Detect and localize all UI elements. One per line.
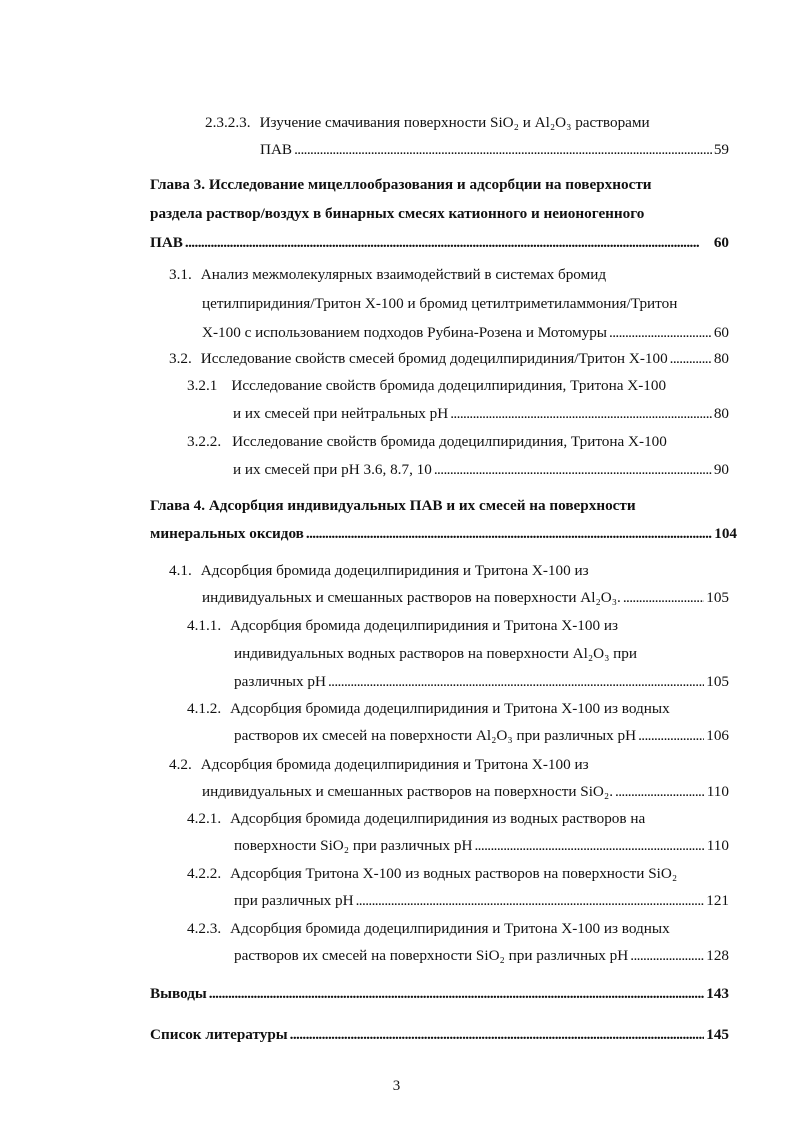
toc-page: 128: [706, 947, 729, 964]
toc-text: Анализ межмолекулярных взаимодействий в системах бромид: [200, 266, 607, 283]
toc-entry-chapter-4[interactable]: [150, 494, 737, 550]
toc-text: Адсорбция бромида додецилпиридиния и Тритона Х-100 из: [200, 756, 589, 773]
toc-text: минеральных оксидов: [150, 525, 304, 542]
toc-entry-3-2-1[interactable]: [187, 374, 729, 428]
toc-text: Адсорбция бромида додецилпиридиния и Тритона Х-100 из водных: [230, 920, 670, 937]
toc-label: 4.1.2.: [187, 700, 222, 717]
toc-text: ПАВ: [260, 141, 293, 158]
toc-label: 3.2.2.: [187, 433, 222, 450]
toc-page: 80: [713, 405, 729, 422]
toc-leader: [356, 889, 705, 913]
toc-entry-4-2-1[interactable]: [187, 807, 729, 861]
toc-entry-3-1[interactable]: [169, 263, 729, 347]
toc-label: 3.2.: [169, 350, 192, 367]
toc-leader: [615, 780, 705, 804]
toc-page: 90: [713, 461, 729, 478]
toc-text: поверхности SiO₂ при различных pH: [234, 837, 473, 854]
toc-text: индивидуальных водных растворов на поверхности Al₂O₃ при: [234, 645, 638, 662]
toc-leader: [474, 834, 704, 858]
toc-label: 4.1.: [169, 562, 192, 579]
toc-text: Адсорбция бромида додецилпиридиния и Тритона Х-100 из: [230, 617, 619, 634]
toc-entry-3-2[interactable]: [169, 347, 729, 373]
toc-label: 3.2.1: [187, 377, 218, 394]
toc-leader: [185, 231, 712, 255]
toc-leader: [630, 944, 704, 968]
toc-text: индивидуальных и смешанных растворов на поверхности Al₂O₃.: [202, 589, 621, 606]
toc-page: 60: [713, 324, 729, 341]
toc-label: 4.2.1.: [187, 810, 222, 827]
toc-leader: [294, 138, 712, 162]
toc-entry-4-1[interactable]: [169, 559, 729, 613]
toc-text: Адсорбция бромида додецилпиридиния из водных растворов на: [230, 810, 646, 827]
toc-label: 2.3.2.3.: [205, 114, 251, 131]
toc-leader: [609, 321, 712, 345]
toc-text: Глава 3. Исследование мицеллообразования и адсорбции на поверхности: [150, 176, 652, 193]
toc-text: при различных pH: [234, 892, 354, 909]
toc-entry-chapter-3[interactable]: [150, 173, 729, 257]
toc-text: Глава 4. Адсорбция индивидуальных ПАВ и их смесей на поверхности: [150, 497, 636, 514]
toc-text: ПАВ: [150, 234, 183, 251]
toc-page: 110: [706, 783, 729, 800]
toc-leader: [434, 458, 712, 482]
toc-text: Выводы: [150, 985, 207, 1002]
toc-page: 145: [706, 1026, 729, 1043]
toc-text: Адсорбция бромида додецилпиридиния и Тритона Х-100 из водных: [230, 700, 670, 717]
toc-page: 104: [714, 525, 737, 542]
toc-entry-references[interactable]: [150, 1023, 729, 1049]
toc-text: Исследование свойств смесей бромид додецилпиридиния/Тритон Х-100: [200, 350, 668, 367]
toc-text: Х-100 с использованием подходов Рубина-Розена и Мотомуры: [202, 324, 608, 341]
toc-text: и их смесей при pH 3.6, 8.7, 10: [233, 461, 432, 478]
toc-page: 60: [713, 234, 729, 251]
toc-entry-4-2-3[interactable]: [187, 917, 729, 971]
toc-entry-4-2-2[interactable]: [187, 862, 729, 916]
toc-text: раздела раствор/воздух в бинарных смесях катионного и неионогенного: [150, 205, 645, 222]
toc-text: цетилпиридиния/Тритон Х-100 и бромид цетилтриметиламмония/Тритон: [202, 295, 678, 312]
toc-entry-3-2-2[interactable]: [187, 430, 729, 484]
page-number: 3: [392, 1078, 401, 1094]
toc-page: 106: [706, 727, 729, 744]
toc-text: различных pH: [234, 673, 326, 690]
toc-page: 143: [706, 985, 729, 1002]
toc-text: Список литературы: [150, 1026, 288, 1043]
toc-leader: [670, 347, 712, 371]
toc-entry-4-1-2[interactable]: [187, 697, 729, 751]
toc-leader: [623, 586, 704, 610]
toc-page: 110: [706, 837, 729, 854]
toc-leader: [306, 522, 712, 546]
toc-page: 105: [706, 673, 729, 690]
toc-page: 105: [706, 589, 729, 606]
toc-text: Исследование свойств бромида додецилпиридиния, Тритона Х-100: [231, 377, 667, 394]
toc-label: 3.1.: [169, 266, 192, 283]
toc-leader: [450, 402, 712, 426]
toc-leader: [209, 982, 704, 1006]
toc-label: 4.2.: [169, 756, 192, 773]
toc-entry-4-2[interactable]: [169, 753, 729, 807]
toc-text: Исследование свойств бромида додецилпиридиния, Тритона Х-100: [232, 433, 667, 450]
toc-entry-2-3-2-3[interactable]: [205, 111, 729, 165]
toc-text: Адсорбция Тритона Х-100 из водных растворов на поверхности SiO₂: [230, 865, 678, 882]
toc-label: 4.2.2.: [187, 865, 222, 882]
toc-leader: [290, 1023, 705, 1047]
toc-text: растворов их смесей на поверхности Al₂O₃ при различных pH: [234, 727, 637, 744]
toc-text: индивидуальных и смешанных растворов на поверхности SiO₂.: [202, 783, 613, 800]
toc-text: Изучение смачивания поверхности SiO₂ и Al₂O₃ растворами: [259, 114, 650, 131]
toc-text: Адсорбция бромида додецилпиридиния и Тритона Х-100 из: [200, 562, 589, 579]
toc-leader: [638, 724, 704, 748]
toc-text: и их смесей при нейтральных pH: [233, 405, 449, 422]
toc-label: 4.1.1.: [187, 617, 222, 634]
toc-entry-conclusions[interactable]: [150, 982, 729, 1008]
toc-label: 4.2.3.: [187, 920, 222, 937]
toc-entry-4-1-1[interactable]: [187, 614, 729, 698]
toc-leader: [328, 670, 704, 694]
toc-page: 59: [713, 141, 729, 158]
toc-page: 121: [706, 892, 729, 909]
toc-text: растворов их смесей на поверхности SiO₂ при различных pH: [234, 947, 629, 964]
toc-page: 80: [713, 350, 729, 367]
